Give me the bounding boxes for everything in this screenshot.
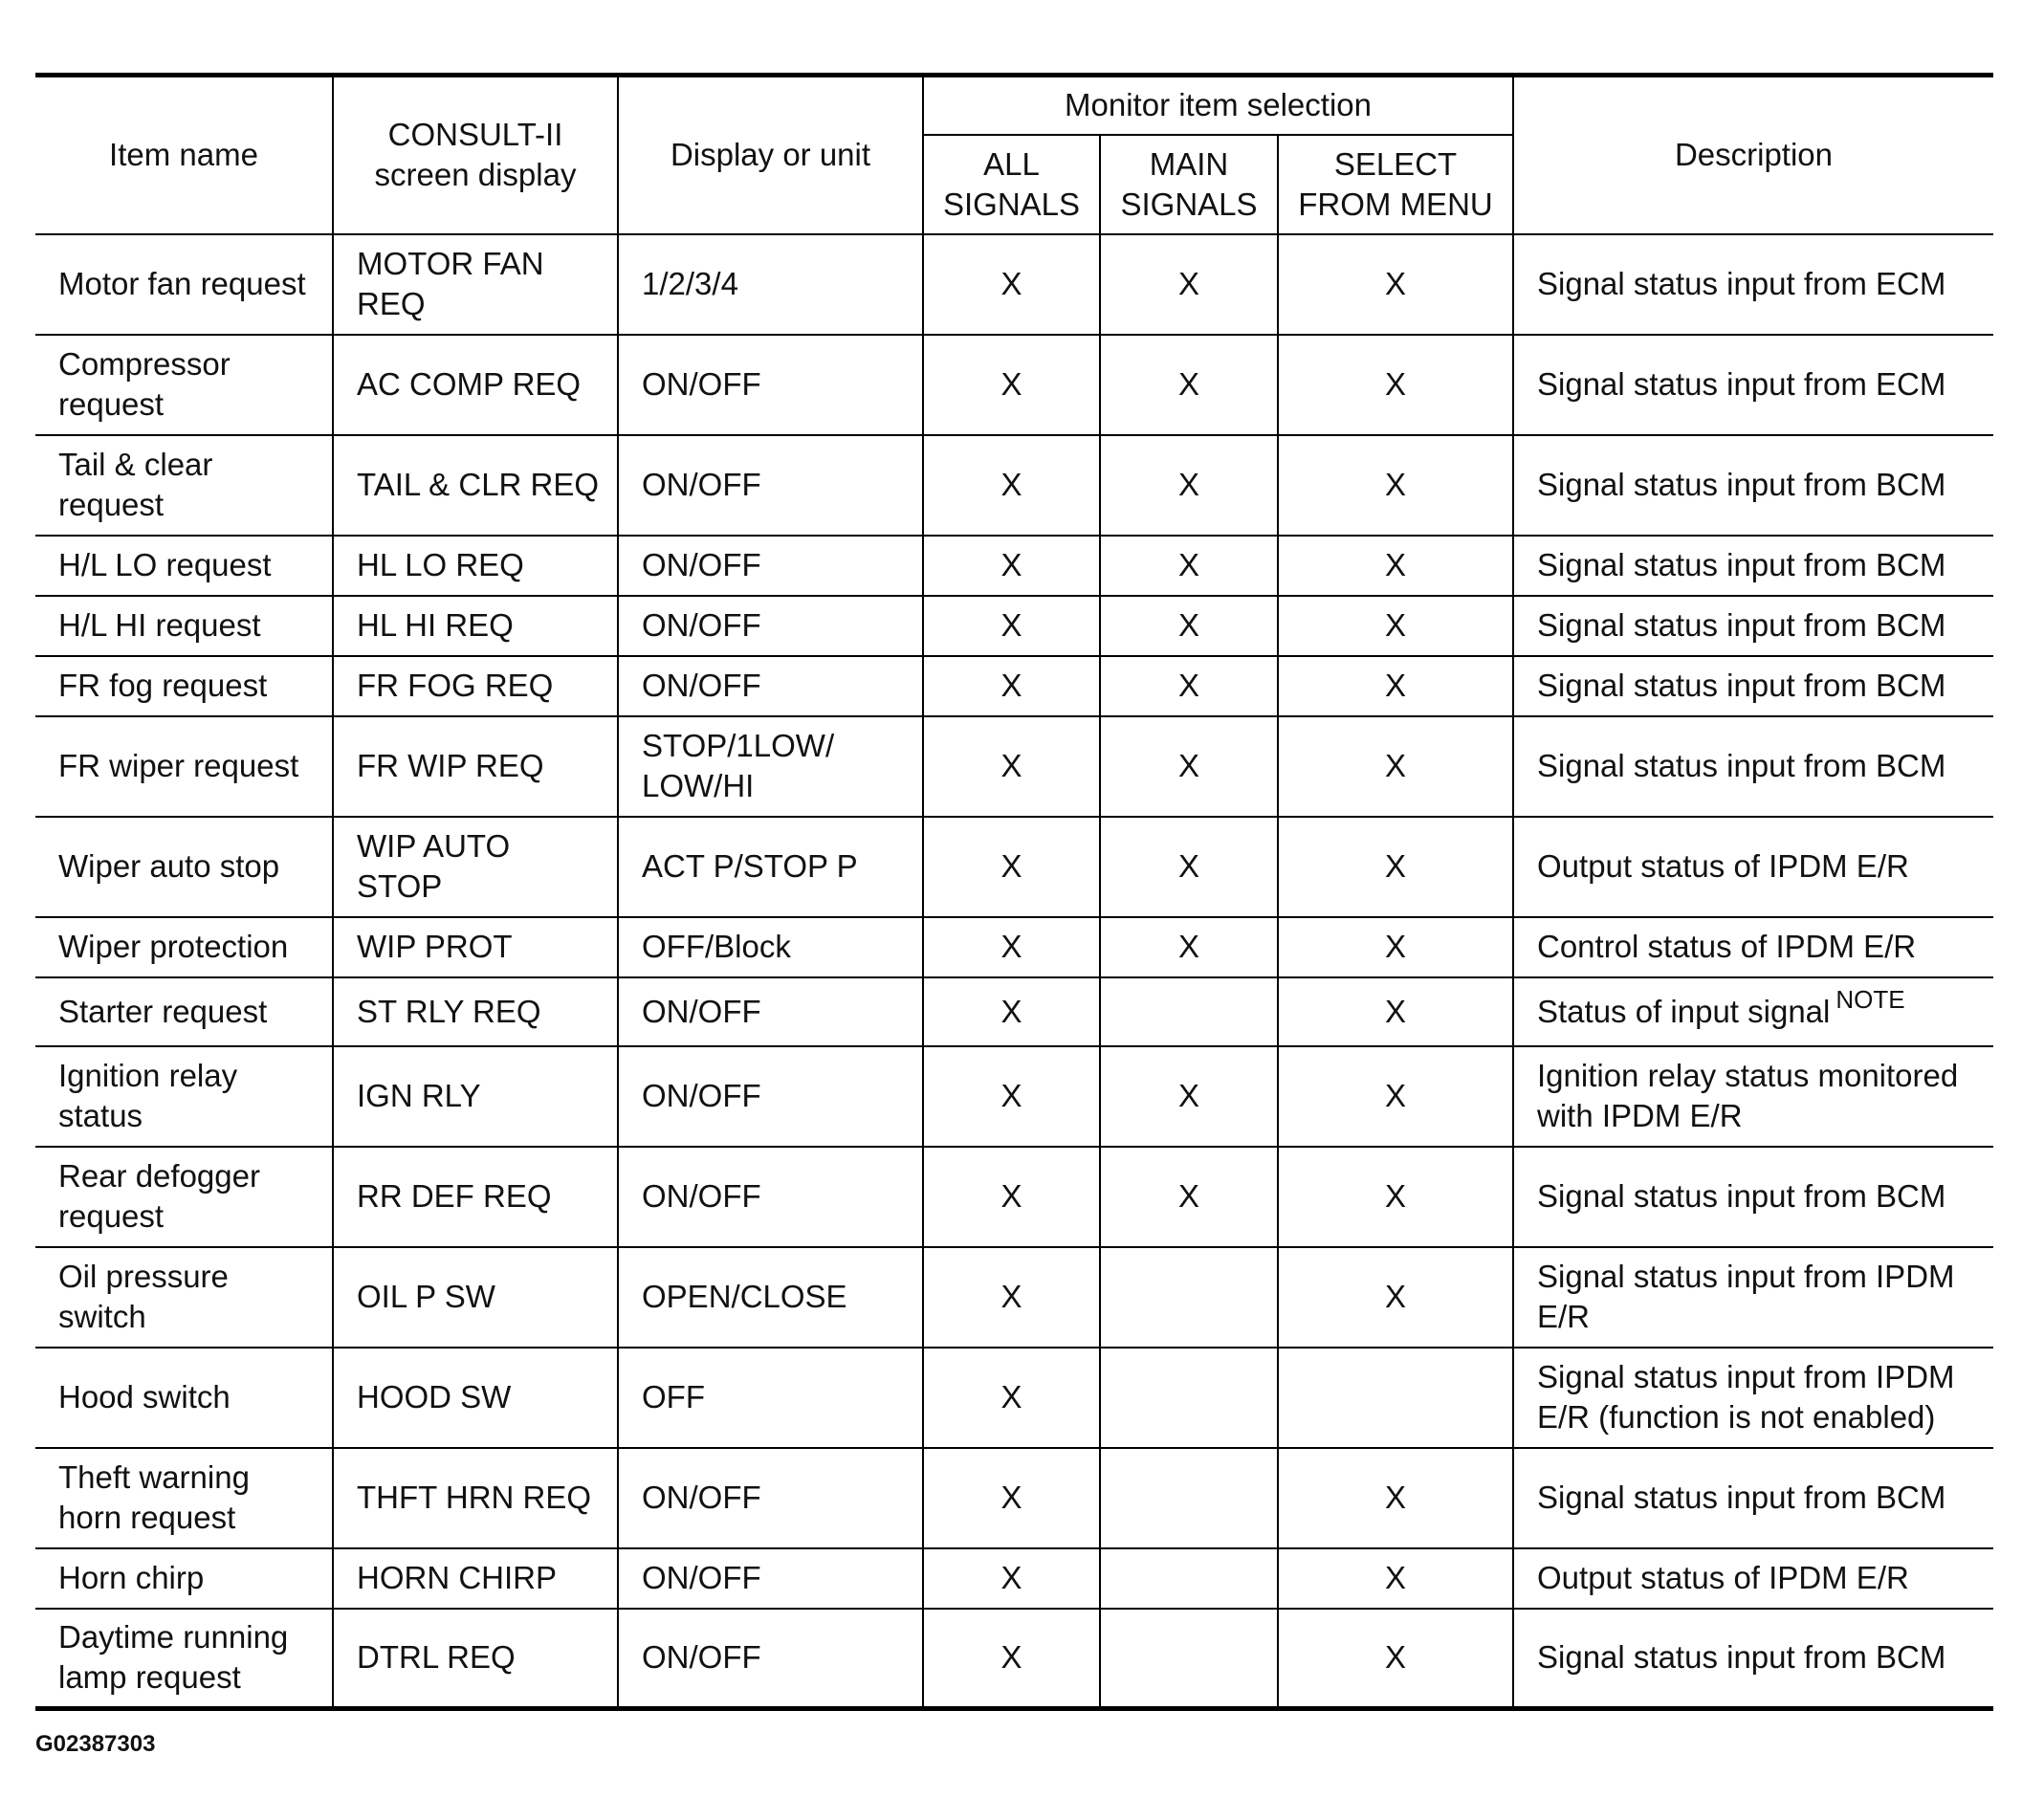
table-row <box>35 1348 1993 1448</box>
cell-screen-display <box>333 335 618 435</box>
cell-description-text: Signal status input from BCM <box>1537 1178 1946 1215</box>
cell-item-name-text: Daytime running lamp request <box>58 1619 289 1696</box>
cell-display-unit <box>618 1247 923 1348</box>
cell-main-signals-text: X <box>1177 607 1199 644</box>
cell-item-name <box>35 1046 333 1147</box>
header-screen-display: CONSULT-II screen display <box>333 76 618 234</box>
cell-description <box>1513 1046 1993 1147</box>
cell-description-text: Signal status input from BCM <box>1537 467 1946 503</box>
cell-item-name-text: Wiper protection <box>58 929 289 965</box>
cell-main-signals-text: X <box>1177 467 1199 503</box>
header-description: Description <box>1513 76 1993 234</box>
cell-item-name <box>35 1448 333 1548</box>
cell-display-unit <box>618 234 923 335</box>
cell-screen-display-text: RR DEF REQ <box>357 1178 552 1215</box>
cell-item-name <box>35 1147 333 1247</box>
cell-screen-display <box>333 435 618 536</box>
cell-screen-display <box>333 817 618 917</box>
cell-select-from-menu-text: X <box>1384 467 1406 503</box>
table-row <box>35 1548 1993 1609</box>
cell-select-from-menu <box>1278 1348 1513 1448</box>
cell-main-signals <box>1100 1348 1278 1448</box>
cell-select-from-menu-text: X <box>1384 748 1406 784</box>
cell-display-unit <box>618 536 923 596</box>
cell-item-name-text: Wiper auto stop <box>58 848 280 885</box>
cell-all-signals-text: X <box>1000 1178 1022 1215</box>
cell-all-signals <box>923 1609 1100 1709</box>
cell-main-signals-text: X <box>1177 266 1199 302</box>
cell-select-from-menu <box>1278 1448 1513 1548</box>
cell-all-signals-text: X <box>1000 1379 1022 1415</box>
cell-screen-display-text: TAIL & CLR REQ <box>357 467 600 503</box>
cell-select-from-menu-text: X <box>1384 1480 1406 1516</box>
cell-item-name-text: Horn chirp <box>58 1560 205 1596</box>
cell-display-unit <box>618 435 923 536</box>
header-main-signals: MAIN SIGNALS <box>1100 135 1278 234</box>
cell-description <box>1513 716 1993 817</box>
table-row <box>35 596 1993 656</box>
cell-all-signals-text: X <box>1000 266 1022 302</box>
cell-display-unit <box>618 596 923 656</box>
cell-display-unit-text: ACT P/STOP P <box>642 848 858 885</box>
cell-all-signals-text: X <box>1000 929 1022 965</box>
cell-all-signals-text: X <box>1000 848 1022 885</box>
cell-item-name <box>35 234 333 335</box>
cell-select-from-menu <box>1278 536 1513 596</box>
cell-all-signals-text: X <box>1000 1560 1022 1596</box>
cell-description <box>1513 234 1993 335</box>
cell-all-signals <box>923 1147 1100 1247</box>
cell-description-text: Signal status input from ECM <box>1537 266 1946 302</box>
cell-main-signals-text: X <box>1177 366 1199 403</box>
cell-select-from-menu-text: X <box>1384 607 1406 644</box>
cell-description-text: Signal status input from BCM <box>1537 1639 1946 1676</box>
table-body <box>35 234 1993 1709</box>
table-row <box>35 435 1993 536</box>
cell-display-unit-text: ON/OFF <box>642 1639 761 1676</box>
cell-item-name-text: Motor fan request <box>58 266 306 302</box>
cell-select-from-menu-text: X <box>1384 1560 1406 1596</box>
cell-select-from-menu <box>1278 596 1513 656</box>
cell-description-text: Signal status input from ECM <box>1537 366 1946 403</box>
cell-display-unit-text: STOP/1LOW/ LOW/HI <box>642 728 835 803</box>
cell-description-text: Signal status input from BCM <box>1537 607 1946 644</box>
monitor-item-table <box>35 73 1993 1711</box>
cell-all-signals-text: X <box>1000 1279 1022 1315</box>
cell-description-text: Signal status input from IPDM E/R (function is not enabled) <box>1537 1359 1955 1435</box>
cell-screen-display <box>333 596 618 656</box>
cell-main-signals <box>1100 596 1278 656</box>
cell-item-name-text: Starter request <box>58 993 268 1029</box>
cell-all-signals <box>923 716 1100 817</box>
cell-main-signals-text: X <box>1177 547 1199 583</box>
cell-select-from-menu <box>1278 234 1513 335</box>
cell-all-signals <box>923 1448 1100 1548</box>
cell-description-text: Signal status input from IPDM E/R <box>1537 1259 1955 1334</box>
cell-item-name <box>35 435 333 536</box>
cell-item-name <box>35 536 333 596</box>
cell-item-name-text: Rear defogger request <box>58 1158 260 1234</box>
cell-item-name-text: Tail & clear request <box>58 447 213 522</box>
cell-description <box>1513 435 1993 536</box>
cell-all-signals <box>923 1348 1100 1448</box>
cell-select-from-menu <box>1278 335 1513 435</box>
cell-item-name <box>35 917 333 977</box>
cell-item-name <box>35 817 333 917</box>
cell-select-from-menu <box>1278 1147 1513 1247</box>
cell-screen-display-text: IGN RLY <box>357 1078 481 1114</box>
cell-display-unit <box>618 1609 923 1709</box>
cell-select-from-menu-text: X <box>1384 993 1406 1029</box>
cell-item-name <box>35 596 333 656</box>
cell-screen-display-text: ST RLY REQ <box>357 993 541 1029</box>
cell-item-name <box>35 1548 333 1609</box>
cell-item-name-text: H/L HI request <box>58 607 261 644</box>
cell-all-signals-text: X <box>1000 1480 1022 1516</box>
header-select-from-menu: SELECT FROM MENU <box>1278 135 1513 234</box>
cell-all-signals <box>923 977 1100 1046</box>
cell-screen-display <box>333 1548 618 1609</box>
cell-all-signals <box>923 435 1100 536</box>
cell-screen-display <box>333 1046 618 1147</box>
cell-main-signals <box>1100 1247 1278 1348</box>
cell-all-signals-text: X <box>1000 467 1022 503</box>
cell-screen-display-text: FR WIP REQ <box>357 748 544 784</box>
cell-display-unit <box>618 917 923 977</box>
cell-screen-display-text: THFT HRN REQ <box>357 1480 592 1516</box>
cell-select-from-menu <box>1278 1046 1513 1147</box>
cell-main-signals <box>1100 536 1278 596</box>
cell-screen-display-text: WIP AUTO STOP <box>357 828 511 904</box>
cell-screen-display <box>333 1448 618 1548</box>
cell-all-signals <box>923 234 1100 335</box>
cell-main-signals <box>1100 1448 1278 1548</box>
cell-main-signals-text: X <box>1177 748 1199 784</box>
cell-screen-display <box>333 234 618 335</box>
cell-screen-display <box>333 977 618 1046</box>
table-row <box>35 1247 1993 1348</box>
cell-display-unit <box>618 335 923 435</box>
header-all-signals: ALL SIGNALS <box>923 135 1100 234</box>
cell-select-from-menu-text: X <box>1384 1279 1406 1315</box>
cell-item-name <box>35 335 333 435</box>
cell-description-text: Ignition relay status monitored with IPDM E/R <box>1537 1058 1959 1133</box>
table-row <box>35 656 1993 716</box>
cell-all-signals-text: X <box>1000 547 1022 583</box>
cell-item-name <box>35 716 333 817</box>
cell-description <box>1513 1448 1993 1548</box>
cell-all-signals-text: X <box>1000 1639 1022 1676</box>
cell-display-unit <box>618 1348 923 1448</box>
table-row <box>35 1046 1993 1147</box>
header-monitor-selection: Monitor item selection <box>923 76 1513 135</box>
cell-main-signals <box>1100 234 1278 335</box>
cell-display-unit-text: ON/OFF <box>642 1078 761 1114</box>
cell-screen-display-text: OIL P SW <box>357 1279 495 1315</box>
cell-screen-display <box>333 1348 618 1448</box>
cell-description <box>1513 977 1993 1046</box>
cell-display-unit <box>618 817 923 917</box>
cell-screen-display <box>333 1147 618 1247</box>
cell-screen-display <box>333 917 618 977</box>
cell-main-signals <box>1100 917 1278 977</box>
cell-main-signals <box>1100 1046 1278 1147</box>
cell-select-from-menu-text: X <box>1384 1639 1406 1676</box>
cell-screen-display-text: FR FOG REQ <box>357 668 554 704</box>
cell-screen-display <box>333 1247 618 1348</box>
cell-display-unit-text: ON/OFF <box>642 366 761 403</box>
cell-display-unit-text: OFF/Block <box>642 929 791 965</box>
cell-select-from-menu <box>1278 917 1513 977</box>
cell-description <box>1513 1348 1993 1448</box>
cell-display-unit <box>618 1046 923 1147</box>
cell-description <box>1513 817 1993 917</box>
cell-all-signals-text: X <box>1000 668 1022 704</box>
cell-select-from-menu-text: X <box>1384 1078 1406 1114</box>
cell-description <box>1513 335 1993 435</box>
cell-description-text: Signal status input from BCM <box>1537 1480 1946 1516</box>
cell-main-signals <box>1100 716 1278 817</box>
cell-all-signals <box>923 335 1100 435</box>
cell-all-signals-text: X <box>1000 748 1022 784</box>
cell-item-name-text: Theft warning horn request <box>58 1459 250 1535</box>
cell-main-signals-text: X <box>1177 929 1199 965</box>
cell-main-signals <box>1100 817 1278 917</box>
table-row <box>35 977 1993 1046</box>
cell-description-text: Control status of IPDM E/R <box>1537 929 1917 965</box>
cell-description-text: Signal status input from BCM <box>1537 748 1946 784</box>
cell-select-from-menu <box>1278 716 1513 817</box>
cell-all-signals-text: X <box>1000 1078 1022 1114</box>
cell-description-text: Signal status input from BCM <box>1537 547 1946 583</box>
cell-all-signals <box>923 917 1100 977</box>
cell-select-from-menu <box>1278 977 1513 1046</box>
header-display-unit: Display or unit <box>618 76 923 234</box>
table-row <box>35 234 1993 335</box>
cell-select-from-menu <box>1278 435 1513 536</box>
cell-display-unit-text: OFF <box>642 1379 705 1415</box>
cell-screen-display-text: MOTOR FAN REQ <box>357 246 544 321</box>
cell-item-name-text: FR wiper request <box>58 748 299 784</box>
cell-main-signals <box>1100 977 1278 1046</box>
cell-display-unit <box>618 1147 923 1247</box>
cell-all-signals <box>923 1046 1100 1147</box>
cell-screen-display <box>333 1609 618 1709</box>
table-row <box>35 1448 1993 1548</box>
cell-item-name-text: H/L LO request <box>58 547 272 583</box>
cell-select-from-menu <box>1278 1548 1513 1609</box>
cell-select-from-menu-text: X <box>1384 366 1406 403</box>
cell-description <box>1513 1247 1993 1348</box>
table-row <box>35 917 1993 977</box>
cell-all-signals <box>923 596 1100 656</box>
cell-all-signals <box>923 1247 1100 1348</box>
cell-description <box>1513 596 1993 656</box>
cell-display-unit-text: ON/OFF <box>642 1480 761 1516</box>
cell-display-unit-text: ON/OFF <box>642 467 761 503</box>
cell-screen-display-text: HL HI REQ <box>357 607 514 644</box>
cell-main-signals-text: X <box>1177 1078 1199 1114</box>
cell-item-name-text: Ignition relay status <box>58 1058 238 1133</box>
cell-display-unit-text: ON/OFF <box>642 607 761 644</box>
cell-screen-display <box>333 656 618 716</box>
cell-display-unit <box>618 977 923 1046</box>
cell-description <box>1513 917 1993 977</box>
cell-display-unit-text: ON/OFF <box>642 1560 761 1596</box>
cell-item-name-text: FR fog request <box>58 668 268 704</box>
cell-main-signals <box>1100 1147 1278 1247</box>
cell-screen-display-text: HORN CHIRP <box>357 1560 558 1596</box>
document-page <box>35 73 1993 1711</box>
cell-item-name-text: Oil pressure switch <box>58 1259 229 1334</box>
cell-screen-display-text: WIP PROT <box>357 929 513 965</box>
cell-screen-display-text: DTRL REQ <box>357 1639 516 1676</box>
cell-item-name <box>35 656 333 716</box>
cell-display-unit-text: ON/OFF <box>642 1178 761 1215</box>
cell-select-from-menu-text: X <box>1384 547 1406 583</box>
cell-main-signals <box>1100 656 1278 716</box>
cell-display-unit <box>618 656 923 716</box>
cell-screen-display-text: AC COMP REQ <box>357 366 582 403</box>
cell-item-name <box>35 1348 333 1448</box>
cell-display-unit-text: OPEN/CLOSE <box>642 1279 847 1315</box>
table-row <box>35 335 1993 435</box>
figure-code: G02387303 <box>35 1731 156 1757</box>
cell-select-from-menu-text: X <box>1384 848 1406 885</box>
cell-select-from-menu <box>1278 1609 1513 1709</box>
cell-description-text: Output status of IPDM E/R <box>1537 848 1909 885</box>
table-row <box>35 716 1993 817</box>
cell-all-signals <box>923 817 1100 917</box>
cell-item-name-text: Compressor request <box>58 346 231 422</box>
cell-main-signals <box>1100 335 1278 435</box>
cell-description-text: Output status of IPDM E/R <box>1537 1560 1909 1596</box>
cell-main-signals <box>1100 1609 1278 1709</box>
cell-description <box>1513 656 1993 716</box>
cell-description-text: Status of input signal <box>1537 993 1831 1029</box>
note-reference: NOTE <box>1835 985 1905 1015</box>
cell-main-signals-text: X <box>1177 1178 1199 1215</box>
cell-all-signals <box>923 656 1100 716</box>
table-row <box>35 1609 1993 1709</box>
cell-all-signals-text: X <box>1000 607 1022 644</box>
cell-all-signals-text: X <box>1000 366 1022 403</box>
cell-item-name <box>35 1247 333 1348</box>
cell-description <box>1513 1609 1993 1709</box>
cell-main-signals <box>1100 1548 1278 1609</box>
cell-item-name <box>35 1609 333 1709</box>
header-row <box>35 76 1993 135</box>
cell-main-signals-text: X <box>1177 848 1199 885</box>
cell-select-from-menu-text: X <box>1384 668 1406 704</box>
cell-item-name-text: Hood switch <box>58 1379 231 1415</box>
cell-screen-display-text: HOOD SW <box>357 1379 512 1415</box>
header-item-name: Item name <box>35 76 333 234</box>
cell-display-unit-text: ON/OFF <box>642 668 761 704</box>
cell-display-unit-text: ON/OFF <box>642 993 761 1029</box>
cell-display-unit <box>618 1548 923 1609</box>
cell-screen-display <box>333 536 618 596</box>
cell-screen-display <box>333 716 618 817</box>
cell-description <box>1513 1548 1993 1609</box>
cell-select-from-menu <box>1278 656 1513 716</box>
table-row <box>35 1147 1993 1247</box>
cell-select-from-menu <box>1278 1247 1513 1348</box>
cell-item-name <box>35 977 333 1046</box>
cell-select-from-menu-text: X <box>1384 266 1406 302</box>
table-row <box>35 817 1993 917</box>
cell-all-signals <box>923 1548 1100 1609</box>
cell-select-from-menu-text: X <box>1384 929 1406 965</box>
cell-description <box>1513 1147 1993 1247</box>
cell-description <box>1513 536 1993 596</box>
cell-all-signals <box>923 536 1100 596</box>
cell-display-unit <box>618 716 923 817</box>
cell-main-signals <box>1100 435 1278 536</box>
table-row <box>35 536 1993 596</box>
cell-screen-display-text: HL LO REQ <box>357 547 524 583</box>
cell-select-from-menu-text: X <box>1384 1178 1406 1215</box>
cell-select-from-menu <box>1278 817 1513 917</box>
cell-display-unit-text: 1/2/3/4 <box>642 266 738 302</box>
cell-display-unit-text: ON/OFF <box>642 547 761 583</box>
cell-display-unit <box>618 1448 923 1548</box>
cell-all-signals-text: X <box>1000 993 1022 1029</box>
cell-main-signals-text: X <box>1177 668 1199 704</box>
cell-description-text: Signal status input from BCM <box>1537 668 1946 704</box>
